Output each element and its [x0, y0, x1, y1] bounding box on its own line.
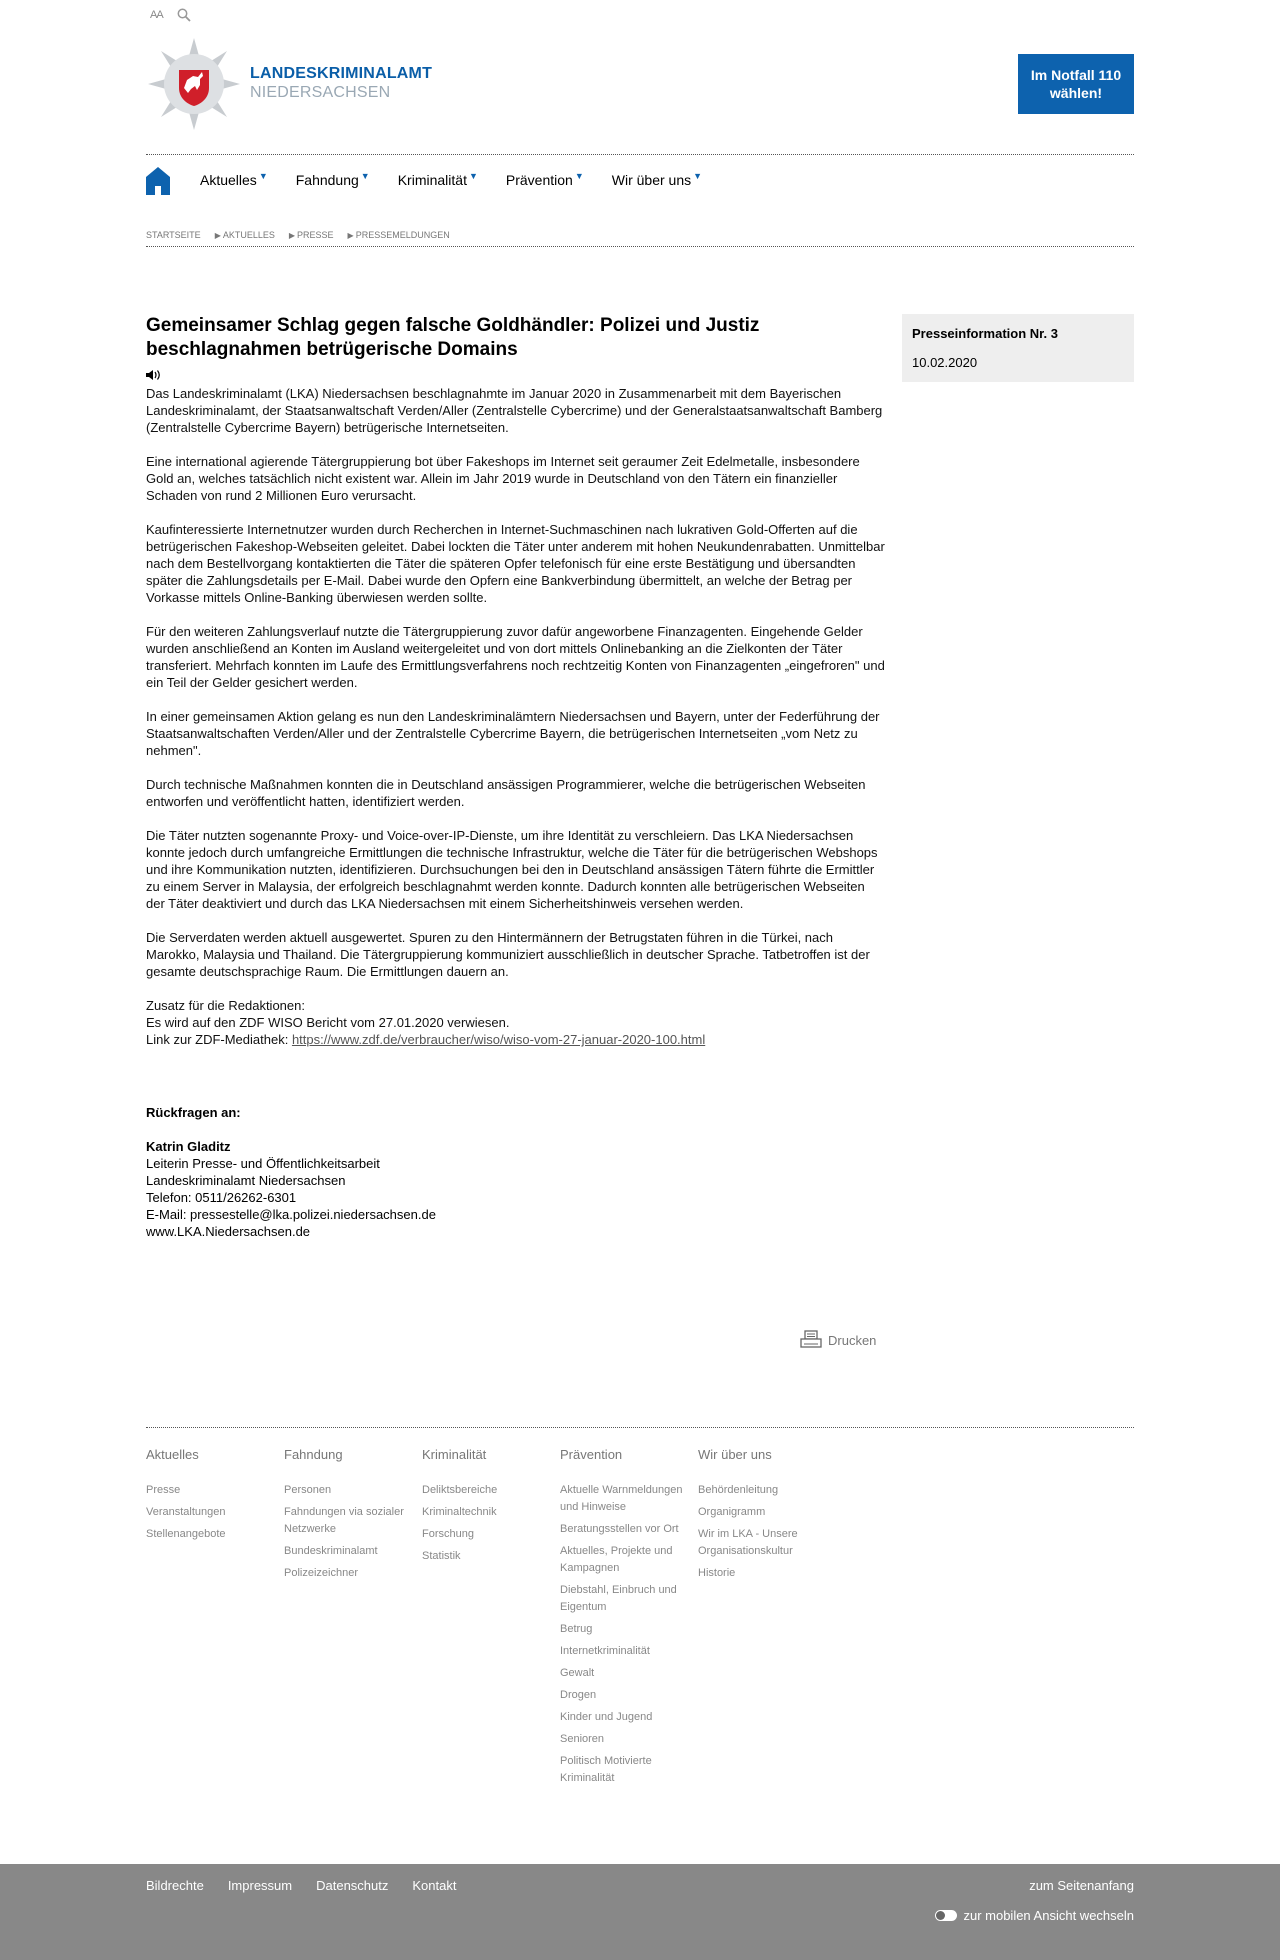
footer-legal-links [146, 1878, 456, 1893]
footer-link[interactable]: Deliktsbereiche [422, 1484, 498, 1496]
print-label: Drucken [828, 1332, 877, 1348]
breadcrumb-label: PRESSE [297, 230, 334, 240]
back-to-top-link[interactable]: zum Seitenanfang [1029, 1878, 1134, 1893]
footer-column-heading[interactable]: Wir über uns [698, 1447, 772, 1462]
footer-column-heading[interactable]: Prävention [560, 1447, 623, 1462]
footer-column-heading[interactable]: Fahndung [284, 1447, 343, 1462]
breadcrumb-label: AKTUELLES [222, 230, 275, 240]
home-icon[interactable] [146, 165, 170, 195]
emergency-110-button[interactable] [1018, 54, 1134, 114]
footer-link-impressum[interactable]: Impressum [227, 1878, 293, 1893]
footer-column-kriminalitaet [422, 1447, 560, 1792]
footer-column-wir-ueber-uns [698, 1447, 836, 1792]
footer-link[interactable]: Stellenangebote [146, 1528, 226, 1540]
footer-link[interactable]: Fahndungen via sozialer Netzwerke [284, 1506, 404, 1535]
footer-column-heading[interactable]: Aktuelles [146, 1447, 199, 1462]
footer-link[interactable]: Wir im LKA - Unsere Organisationskultur [698, 1528, 798, 1557]
article-paragraph: Das Landeskriminalamt (LKA) Niedersachsen beschlagnahmte im Januar 2020 in Zusammenarbeit mit dem Bayerischen Landeskriminalamt, der Staatsanwaltschaft Verden/Aller (Zentralstelle Cybercrime) und der Generalstaatsanwaltschaft Bamberg (Zentralstelle Cybercrime Bayern) betrügerische Internetseiten. [146, 386, 883, 435]
contact-email: E-Mail: pressestelle@lka.polizei.niedersachsen.de [146, 1207, 436, 1222]
footer-link[interactable]: Kriminaltechnik [422, 1506, 497, 1518]
nav-item-label: Wir über uns [611, 172, 692, 188]
addendum-line [146, 1031, 886, 1048]
nav-item-label: Kriminalität [397, 172, 467, 188]
nav-item-aktuelles[interactable] [200, 172, 268, 188]
article-paragraph: Die Täter nutzten sogenannte Proxy- und Voice-over-IP-Dienste, um ihre Identität zu verschleiern. Das LKA Niedersachsen konnte jedoch durch umfangreiche Ermittlungen die technische Infrastruktur, welche die Täter für die betrügerischen Webshops und ihre Kommunikation nutzten, identifizieren. Durchsuchungen bei den in Deutschland ansässigen Tätern führte die Ermittler zu einem Server in Malaysia, der erfolgreich beschlagnahmt werden konnte. Dadurch konnten alle betrügerischen Webseiten der Täter deaktiviert und durch das LKA Niedersachsen mit einem Sicherheitshinweis versehen werden. [146, 828, 878, 911]
article-paragraph: In einer gemeinsamen Aktion gelang es nun den Landeskriminalämtern Niedersachsen und Bayern, unter der Federführung der Staatsanwaltschaften Verden/Aller und der Zentralstelle Cybercrime Bayern, die betrügerischen Internetseiten „vom Netz zu nehmen". [146, 709, 880, 758]
emergency-line-1: Im Notfall 110 [1030, 67, 1122, 83]
nav-item-fahndung[interactable] [296, 172, 370, 188]
nav-item-label: Prävention [505, 172, 573, 188]
nav-item-praevention[interactable] [506, 172, 584, 188]
footer-link[interactable]: Presse [146, 1484, 181, 1496]
dropdown-arrow-icon: ▼ [574, 171, 584, 181]
nav-item-wir-ueber-uns[interactable] [612, 172, 702, 188]
printer-icon [800, 1330, 822, 1350]
footer-bar [0, 1864, 1280, 1960]
footer-link[interactable]: Politisch Motivierte Kriminalität [560, 1755, 652, 1784]
contact-block [146, 1104, 436, 1240]
contact-role: Leiterin Presse- und Öffentlichkeitsarbeit [146, 1156, 380, 1171]
addendum-line: Es wird auf den ZDF WISO Bericht vom 27.01.2020 verwiesen. [146, 1015, 510, 1030]
breadcrumb-aktuelles[interactable] [215, 230, 275, 240]
dropdown-arrow-icon: ▼ [468, 171, 478, 181]
breadcrumb-pressemeldungen[interactable] [348, 230, 450, 240]
footer-link-bildrechte[interactable]: Bildrechte [146, 1878, 204, 1893]
mobile-view-switch[interactable] [935, 1908, 1134, 1923]
footer-link[interactable]: Veranstaltungen [146, 1506, 226, 1518]
dropdown-arrow-icon: ▼ [360, 171, 370, 181]
press-info-number: Presseinformation Nr. 3 [912, 326, 1058, 341]
logo-line-1: LANDESKRIMINALAMT [250, 65, 433, 82]
footer-column-praevention [560, 1447, 698, 1792]
footer-column-aktuelles [146, 1447, 284, 1792]
contact-name: Katrin Gladitz [146, 1139, 231, 1154]
main-navigation [146, 162, 730, 198]
article-title: Gemeinsamer Schlag gegen falsche Goldhändler: Polizei und Justiz beschlagnahmen betrügerische Domains [146, 315, 760, 360]
press-info-box [902, 314, 1134, 382]
arrow-right-icon: ▶ [214, 231, 221, 240]
print-button[interactable] [800, 1330, 876, 1350]
emergency-line-2: wählen! [1049, 85, 1103, 101]
footer-column-fahndung [284, 1447, 422, 1792]
footer-link[interactable]: Diebstahl, Einbruch und Eigentum [560, 1584, 677, 1613]
toggle-icon [935, 1910, 957, 1921]
mobile-view-label: zur mobilen Ansicht wechseln [963, 1908, 1134, 1923]
article-paragraph: Für den weiteren Zahlungsverlauf nutzte die Tätergruppierung zuvor dafür angeworbene Finanzagenten. Eingehende Gelder wurden anschließend an Konten im Ausland weitergeleitet und von dort mittels Onlinebanking an die Zielkonten der Täter transferiert. Mehrfach konnten im Laufe des Ermittlungsverfahrens noch rechtzeitig Konten von Finanzagenten „eingefroren" und ein Teil der Gelder gesichert werden. [146, 624, 885, 690]
addendum-prefix: Link zur ZDF-Mediathek: [146, 1032, 292, 1047]
article-body [146, 385, 886, 1048]
footer-link[interactable]: Gewalt [560, 1667, 595, 1679]
footer-link[interactable]: Beratungsstellen vor Ort [560, 1523, 679, 1535]
zdf-mediathek-link[interactable]: https://www.zdf.de/verbraucher/wiso/wiso-vom-27-januar-2020-100.html [291, 1032, 706, 1047]
divider [146, 1427, 1134, 1428]
arrow-right-icon: ▶ [347, 231, 354, 240]
footer-link[interactable]: Kinder und Jugend [560, 1711, 653, 1723]
footer-link[interactable]: Forschung [422, 1528, 474, 1540]
footer-link[interactable]: Statistik [422, 1550, 461, 1562]
font-size-toggle[interactable]: AA [150, 9, 163, 21]
footer-sitemap [146, 1447, 836, 1792]
breadcrumb-label: PRESSEMELDUNGEN [355, 230, 450, 240]
footer-link[interactable]: Internetkriminalität [560, 1645, 650, 1657]
contact-phone: Telefon: 0511/26262-6301 [146, 1190, 297, 1205]
divider [146, 154, 1134, 155]
footer-link[interactable]: Historie [698, 1567, 736, 1579]
search-icon[interactable] [177, 8, 191, 22]
article-paragraph: Eine international agierende Tätergruppierung bot über Fakeshops im Internet seit geraumer Zeit Edelmetalle, insbesondere Gold an, welches tatsächlich nicht existent war. Allein im Jahr 2019 wurde in Deutschland von den Tätern ein finanzieller Schaden von rund 2 Millionen Euro verursacht. [146, 454, 860, 503]
article-addendum [146, 997, 886, 1048]
article-paragraph: Die Serverdaten werden aktuell ausgewertet. Spuren zu den Hintermännern der Betrugstaten führen in die Türkei, nach Marokko, Malaysia und Thailand. Die Tätergruppierung kommuniziert ausschließlich in deutscher Sprache. Tatbetroffen ist der gesamte deutschsprachige Raum. Die Ermittlungen dauern an. [146, 930, 870, 979]
logo-line-2: NIEDERSACHSEN [250, 84, 391, 101]
footer-link[interactable]: Aktuelle Warnmeldungen und Hinweise [560, 1484, 683, 1513]
contact-org: Landeskriminalamt Niedersachsen [146, 1173, 346, 1188]
speaker-icon[interactable] [146, 370, 162, 380]
footer-link[interactable]: Senioren [560, 1733, 605, 1745]
divider [146, 246, 1134, 247]
breadcrumb [146, 230, 450, 240]
footer-link-datenschutz[interactable]: Datenschutz [316, 1878, 389, 1893]
footer-link[interactable]: Behördenleitung [698, 1484, 779, 1496]
press-info-date: 10.02.2020 [912, 355, 978, 370]
dropdown-arrow-icon: ▼ [258, 171, 268, 181]
header-tools [150, 8, 191, 22]
arrow-right-icon: ▶ [288, 231, 296, 240]
dropdown-arrow-icon: ▼ [693, 171, 703, 181]
police-star-logo[interactable] [146, 36, 242, 132]
footer-column-heading[interactable]: Kriminalität [422, 1447, 487, 1462]
footer-link-kontakt[interactable]: Kontakt [412, 1878, 457, 1893]
footer-link[interactable]: Drogen [560, 1689, 597, 1701]
nav-item-kriminalitaet[interactable] [398, 172, 478, 188]
site-logo-text[interactable] [250, 64, 432, 102]
addendum-line: Zusatz für die Redaktionen: [146, 998, 305, 1013]
footer-link[interactable]: Aktuelles, Projekte und Kampagnen [560, 1545, 673, 1574]
breadcrumb-presse[interactable] [289, 230, 334, 240]
nav-item-label: Aktuelles [200, 172, 257, 188]
footer-link[interactable]: Organigramm [698, 1506, 766, 1518]
nav-item-label: Fahndung [295, 172, 359, 188]
footer-link[interactable]: Bundeskriminalamt [284, 1545, 378, 1557]
article-paragraph: Kaufinteressierte Internetnutzer wurden durch Recherchen in Internet-Suchmaschinen nach lukrativen Gold-Offerten auf die betrügerischen Fakeshop-Webseiten geleitet. Dabei lockten die Täter unter anderem mit hohen Neukundenrabatten. Unmittelbar nach dem Bestellvorgang kontaktierten die Täter die späteren Opfer telefonisch für eine erste Bestätigung und übersandten später die Zahlungsdetails per E-Mail. Dabei wurde den Opfern eine Bankverbindung übermittelt, an welche der Betrag per Vorkasse mittels Online-Banking überwiesen werden sollte. [146, 522, 885, 605]
footer-link[interactable]: Personen [284, 1484, 332, 1496]
breadcrumb-startseite[interactable]: STARTSEITE [146, 230, 201, 240]
footer-link[interactable]: Polizeizeichner [284, 1567, 358, 1579]
article-paragraph: Durch technische Maßnahmen konnten die in Deutschland ansässigen Programmierer, welche die betrügerischen Webseiten entworfen und veröffentlicht hatten, identifiziert werden. [146, 777, 866, 809]
footer-link[interactable]: Betrug [560, 1623, 593, 1635]
contact-heading: Rückfragen an: [146, 1105, 241, 1120]
contact-web: www.LKA.Niedersachsen.de [146, 1224, 311, 1239]
